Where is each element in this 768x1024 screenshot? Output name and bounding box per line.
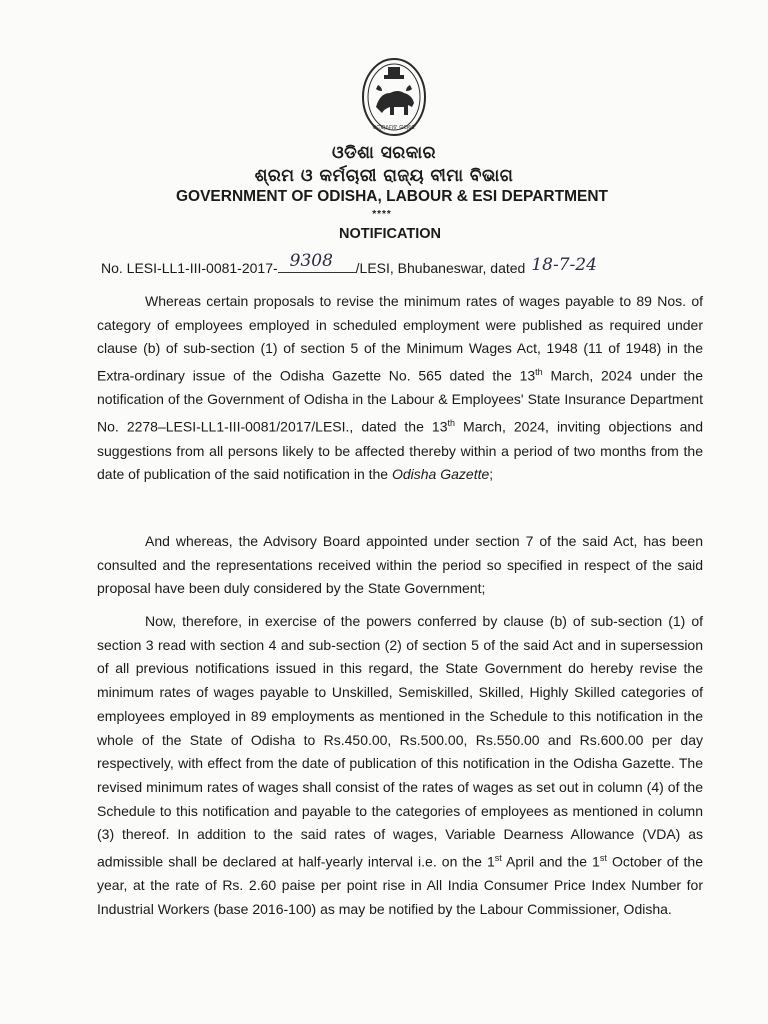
p1-text-a: Whereas certain proposals to revise the minimum rates of wages payable to 89 Nos. of category of employees employed in scheduled employment were published as required under clause (b) of sub-section (1) of section 5 of the Minimum Wages Act, 1948 (11 of 1948) in the Extra-ordinary issue of the Odisha Gazette No. 565 dated the 13: [97, 293, 703, 384]
state-emblem-icon: [360, 55, 428, 139]
p1-sup-2: th: [447, 418, 456, 429]
paragraph-now-therefore: [97, 610, 703, 922]
handwritten-date: 18-7-24: [531, 255, 597, 275]
number-blank: [278, 251, 356, 273]
p3-text-b: April and the 1: [501, 853, 600, 870]
p1-text-b: March, 2024 under the notification of the Government of Odisha in the Labour & Employees' State Insurance Department No. 2278–LESI-LL1-III-0081/2017/LESI., dated the 13: [97, 367, 703, 435]
p2-text: And whereas, the Advisory Board appointed under section 7 of the said Act, has been consulted and the representations received within the period so specified in respect of the said proposal have been duly considered by the State Government;: [97, 533, 703, 597]
department-title: GOVERNMENT OF ODISHA, LABOUR & ESI DEPARTMENT: [175, 188, 608, 205]
p3-sup-2: st: [599, 853, 607, 864]
notification-heading: NOTIFICATION: [338, 226, 442, 242]
reference-line: [101, 251, 597, 278]
odia-department-title: ଶ୍ରମ ଓ କର୍ମଚାରୀ ରାଜ୍ୟ ବୀମା ବିଭାଗ: [254, 166, 514, 186]
odia-government-title: ଓଡିଶା ସରକାର: [331, 143, 437, 163]
p3-text-a: Now, therefore, in exercise of the powers conferred by clause (b) of sub-section (1) of section 3 read with section 4 and sub-section (2) of section 5 of the said Act and in supersession of all previous notifications issued in this regard, the State Government do hereby revise the minimum rates of wages payable to Unskilled, Semiskilled, Skilled, Highly Skilled categories of employees employed in 89 employments as mentioned in the Schedule to this notification in the whole of the State of Odisha to Rs.450.00, Rs.500.00, Rs.550.00 and Rs.600.00 per day respectively, with effect from the date of publication of this notification in the Odisha Gazette. The revised minimum rates of wages shall consist of the rates of wages as set out in column (4) of the Schedule to this notification and payable to the categories of employees as mentioned in column (3) thereof. In addition to the said rates of wages, Variable Dearness Allowance (VDA) as admissible shall be declared at half-yearly interval i.e. on the 1: [97, 613, 703, 870]
p1-text-c: March, 2024, inviting objections and suggestions from all persons likely to be affected thereby within a period of two months from the date of publication of the said notification in the: [97, 418, 703, 483]
separator-stars: ****: [372, 209, 392, 220]
svg-text:ସତ୍ୟମେବ ଜୟତେ: ସତ୍ୟମେବ ଜୟତେ: [372, 124, 416, 131]
reference-suffix: /LESI, Bhubaneswar, dated: [355, 260, 526, 276]
handwritten-number: 9308: [289, 251, 333, 271]
paragraph-and-whereas: [97, 530, 703, 601]
p1-text-end: ;: [489, 466, 494, 483]
reference-prefix: No. LESI-LL1-III-0081-2017-: [101, 260, 278, 276]
p3-sup-1: st: [494, 853, 502, 864]
p3-text-c: October of the year, at the rate of Rs. 2.60 paise per point rise in All India Consumer Price Index Number for Industrial Workers (base 2016-100) as may be notified by the Labour Commissioner, Odisha.: [97, 853, 704, 918]
p1-sup-1: th: [535, 367, 543, 378]
paragraph-whereas: [97, 290, 703, 487]
p1-italic-gazette: Odisha Gazette: [391, 466, 490, 483]
